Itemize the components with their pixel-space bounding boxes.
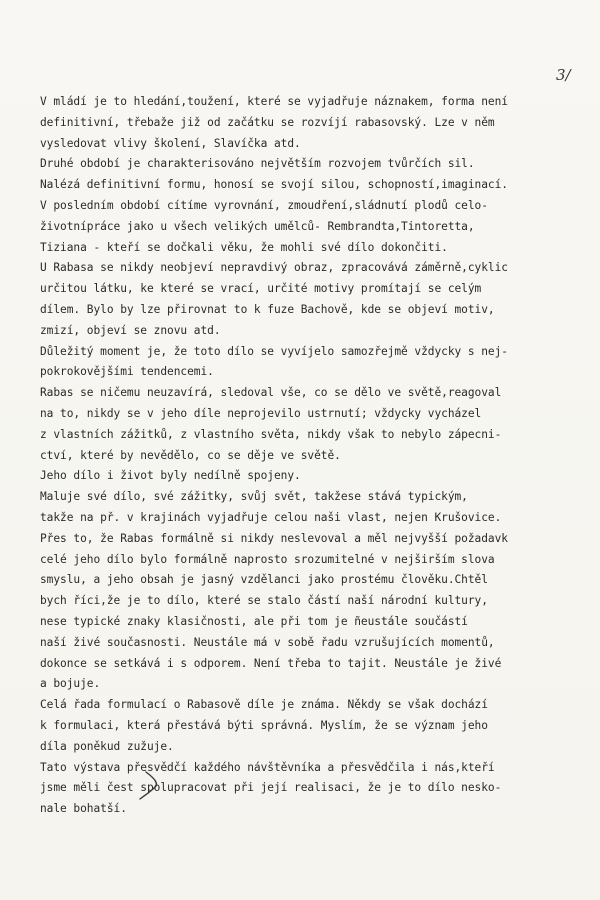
text-line: Tiziana - kteří se dočkali věku, že mohli své dílo dokončiti.	[40, 240, 448, 254]
text-line: vysledovat vlivy školení, Slavíčka atd.	[40, 136, 301, 150]
text-line: na to, nikdy se v jeho díle neprojevilo ustrnutí; vždycky vycházel	[40, 406, 482, 420]
text-line: takže na př. v krajinách vyjadřuje celou naši vlast, nejen Krušovice.	[40, 510, 502, 524]
text-line: Přes to, že Rabas formálně si nikdy neslevoval a měl nejvyšší požadavk	[40, 531, 508, 545]
text-line: Rabas se ničemu neuzavírá, sledoval vše, co se dělo ve světě,reagoval	[40, 386, 502, 400]
text-line: smyslu, a jeho obsah je jasný vzdělanci jako prostému člověku.Chtěl	[40, 573, 488, 587]
text-line: definitivní, třebaže již od začátku se rozvíjí rabasovský. Lze v něm	[40, 115, 495, 129]
text-line: určitou látku, ke které se vrací, určité motivy promítají se celým	[40, 282, 482, 296]
text-line: U Rabasa se nikdy neobjeví nepravdivý obraz, zpracovává záměrně,cyklic	[40, 261, 508, 275]
text-line: nese typické znaky klasičnosti, ale při tom je ñeustále součástí	[40, 614, 468, 628]
text-line: a bojuje.	[40, 677, 101, 691]
text-line: díla poněkud zužuje.	[40, 739, 174, 753]
text-line: Celá řada formulací o Rabasově díle je známa. Někdy se však dochází	[40, 698, 488, 712]
text-line: dílem. Bylo by lze přirovnat to k fuze Bachově, kde se objeví motiv,	[40, 302, 495, 316]
body-text	[40, 92, 596, 820]
text-line: bych říci,že je to dílo, které se stalo částí naší národní kultury,	[40, 594, 488, 608]
text-line: celé jeho dílo bylo formálně naprosto srozumitelné v nejširším slova	[40, 552, 495, 566]
text-line: V mládí je to hledání,toužení, které se vyjadřuje náznakem, forma není	[40, 95, 508, 108]
text-line: Nalézá definitivní formu, honosí se svojí silou, schopností,imaginací.	[40, 178, 508, 192]
text-line: životnípráce jako u všech velikých umělců- Rembrandta,Tintoretta,	[40, 219, 475, 233]
text-line: Tato výstava přesvědčí každého návštěvníka a přesvědčila i nás,kteří	[40, 760, 495, 774]
text-line: z vlastních zážitků, z vlastního světa, nikdy však to nebylo zápecni-	[40, 427, 502, 441]
text-line: Důležitý moment je, že toto dílo se vyvíjelo samozřejmě vždycky s nej-	[40, 344, 508, 358]
text-line: dokonce se setkává i s odporem. Není třeba to tajit. Neustále je živé	[40, 656, 502, 670]
handwritten-end-mark	[138, 768, 168, 802]
page-number: 3/	[556, 66, 571, 84]
text-line: naší živé současnosti. Neustále má v sobě řadu vzrušujících momentů,	[40, 635, 495, 649]
text-line: pokrokovějšími tendencemi.	[40, 365, 214, 379]
text-line: Maluje své dílo, své zážitky, svůj svět, takžese stává typickým,	[40, 490, 468, 504]
text-line: k formulaci, která přestává býti správná. Myslím, že se význam jeho	[40, 718, 488, 732]
text-line: Jeho dílo i život byly nedílně spojeny.	[40, 469, 301, 483]
text-line: ctví, které by nevědělo, co se děje ve světě.	[40, 448, 341, 462]
text-line: nale bohatší.	[40, 802, 127, 816]
text-line: V posledním období cítíme vyrovnání, zmoudření,sládnutí plodů celo-	[40, 198, 488, 212]
text-line: Druhé období je charakterisováno největším rozvojem tvůrčích sil.	[40, 157, 475, 171]
text-line: zmizí, objeví se znovu atd.	[40, 323, 221, 337]
text-line: jsme měli čest spolupracovat při její realisaci, že je to dílo nesko-	[40, 781, 502, 795]
